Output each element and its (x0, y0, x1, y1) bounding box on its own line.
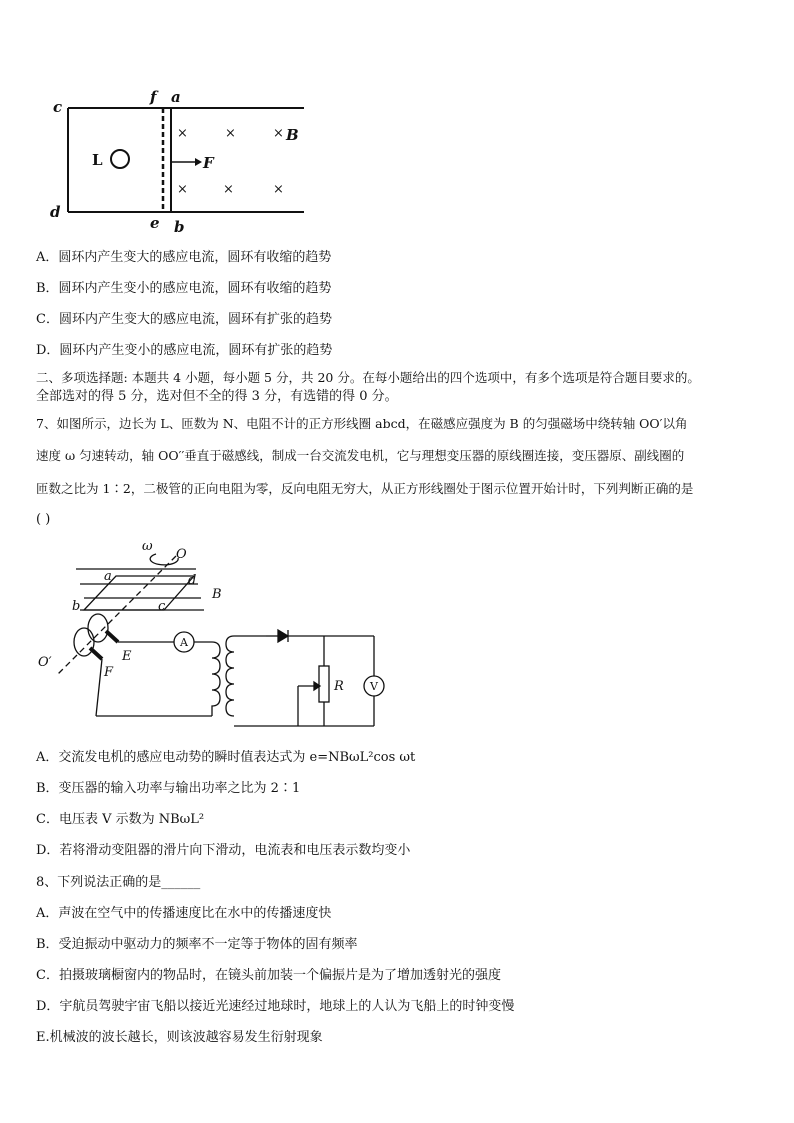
label-e: e (150, 214, 160, 232)
label-coil-b: b (72, 599, 81, 614)
label-B: B (212, 587, 222, 602)
cross-mark: × (177, 126, 188, 141)
section-scoring: 全部选对的得 5 分，选对但不全的得 3 分，有选错的得 0 分。 (36, 389, 398, 404)
q8-stem: 8、下列说法正确的是______ (36, 875, 201, 890)
ammeter-label: A (180, 636, 188, 649)
figure-rails-field (40, 84, 310, 234)
label-E: E (122, 649, 132, 664)
q7-option-b: B．变压器的输入功率与输出功率之比为 2∶1 (36, 781, 301, 796)
label-R: R (334, 679, 344, 694)
q6-option-c: C．圆环内产生变大的感应电流，圆环有扩张的趋势 (36, 312, 332, 327)
q7-stem-line1: 7、如图所示，边长为 L、匝数为 N、电阻不计的正方形线圈 abcd，在磁感应强度为 B 的匀强磁场中绕转轴 OO′以角 (36, 416, 688, 431)
label-O-prime: O′ (38, 655, 52, 670)
label-b: b (174, 218, 185, 234)
voltmeter-label: V (370, 680, 378, 693)
q8-option-e: E.机械波的波长越长，则该波越容易发生衍射现象 (36, 1030, 323, 1045)
figure-generator-circuit (36, 536, 396, 736)
section-heading: 二、多项选择题: 本题共 4 小题，每小题 5 分，共 20 分。在每小题给出的四个选项中，有多个选项是符合题目要求的。 (36, 370, 700, 385)
q7-answer-paren: ( ) (36, 512, 51, 527)
label-L: L (92, 151, 103, 169)
q7-option-c: C．电压表 V 示数为 NBωL² (36, 812, 205, 827)
label-c: c (53, 98, 63, 116)
cross-mark: × (273, 126, 284, 141)
cross-mark: × (273, 182, 284, 197)
label-F: F (104, 665, 114, 680)
q8-option-b: B．受迫振动中驱动力的频率不一定等于物体的固有频率 (36, 937, 358, 952)
label-coil-d: d (188, 573, 197, 588)
cross-mark: × (225, 126, 236, 141)
label-F: F (203, 154, 214, 172)
cross-mark: × (223, 182, 234, 197)
label-a: a (171, 88, 181, 106)
q7-option-a: A．交流发电机的感应电动势的瞬时值表达式为 e=NBωL²cos ωt (36, 750, 416, 765)
q8-option-a: A．声波在空气中的传播速度比在水中的传播速度快 (36, 906, 332, 921)
label-B: B (286, 126, 299, 144)
label-O: O (176, 547, 187, 562)
label-coil-c: c (158, 599, 166, 614)
label-coil-a: a (104, 569, 112, 584)
q8-option-d: D．宇航员驾驶宇宙飞船以接近光速经过地球时，地球上的人认为飞船上的时钟变慢 (36, 999, 515, 1014)
label-f: f (150, 88, 157, 106)
q8-option-c: C．拍摄玻璃橱窗内的物品时，在镜头前加装一个偏振片是为了增加透射光的强度 (36, 968, 501, 983)
q6-option-d: D．圆环内产生变小的感应电流，圆环有扩张的趋势 (36, 343, 333, 358)
q7-option-d: D．若将滑动变阻器的滑片向下滑动，电流表和电压表示数均变小 (36, 843, 411, 858)
q6-option-a: A．圆环内产生变大的感应电流，圆环有收缩的趋势 (36, 250, 332, 265)
q6-option-b: B．圆环内产生变小的感应电流，圆环有收缩的趋势 (36, 281, 332, 296)
label-omega: ω (142, 539, 153, 554)
q7-stem-line2: 速度 ω 匀速转动，轴 OO′′垂直于磁感线，制成一台交流发电机，它与理想变压器的原线圈连接，变压器原、副线圈的 (36, 448, 685, 463)
cross-mark: × (177, 182, 188, 197)
q7-stem-line3: 匝数之比为 1∶2，二极管的正向电阻为零，反向电阻无穷大，从正方形线圈处于图示位置开始计时，下列判断正确的是 (36, 481, 694, 496)
label-d: d (50, 203, 61, 221)
